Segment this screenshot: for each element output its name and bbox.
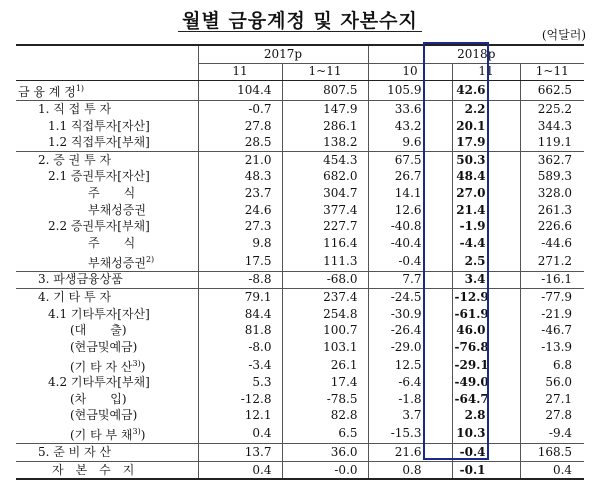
cell-value: 56.0 [520,375,584,392]
cell-value: -40.4 [368,235,452,252]
cell-value: 9.6 [368,134,452,151]
cell-value: 0.4 [520,461,584,479]
cell-value: -0.1 [452,461,520,479]
table-row [16,408,584,425]
cell-value: 104.4 [198,81,282,101]
row-label: 주 식 [88,235,136,250]
cell-value: 50.3 [452,151,520,168]
cell-value: 9.8 [198,235,282,252]
cell-value: 27.8 [520,408,584,425]
cell-value: 6.5 [282,424,368,444]
cell-value: 225.2 [520,101,584,118]
cell-value: -12.9 [452,289,520,306]
cell-value: 7.7 [368,271,452,289]
header-col: 1~11 [520,63,584,81]
table-row [16,322,584,339]
row-label: 주 식 [88,185,136,200]
row-label: 5. 준 비 자 산 [16,444,198,462]
cell-value: 254.8 [282,306,368,323]
cell-value: 23.7 [198,185,282,202]
cell-value: 28.5 [198,134,282,151]
cell-value: 42.6 [452,81,520,101]
cell-value: 13.7 [198,444,282,462]
table-row [16,185,584,202]
row-label: 2. 증 권 투 자 [38,152,112,167]
row-label: (차 입) [70,391,127,406]
cell-value: -15.3 [368,424,452,444]
table-row [16,235,584,252]
cell-value: 589.3 [520,169,584,186]
row-label: 금 융 계 정$^{1)}$ [16,81,198,101]
cell-value: 21.4 [452,202,520,219]
cell-value: 119.1 [520,134,584,151]
page-title: 월별 금융계정 및 자본수지 [182,10,418,32]
table-row [16,356,584,375]
table-row [16,202,584,219]
table-row [16,101,584,118]
cell-value: -6.4 [368,375,452,392]
cell-value: -76.8 [452,339,520,356]
header-year-2017: 2017p [198,45,368,63]
cell-value: 0.8 [368,461,452,479]
row-label: 2.2 증권투자[부채] [48,219,150,234]
table-row [16,252,584,272]
cell-value: 147.9 [282,101,368,118]
cell-value: -64.7 [452,391,520,408]
cell-value: 33.6 [368,101,452,118]
row-label: 부채성증권$^{2)}$ [16,252,198,272]
cell-value: -0.0 [282,461,368,479]
cell-value: 2.5 [452,252,520,272]
cell-value: 5.3 [198,375,282,392]
cell-value: 24.6 [198,202,282,219]
cell-value: 10.3 [452,424,520,444]
cell-value: -49.0 [452,375,520,392]
table-row [16,118,584,135]
row-label: (현금및예금) [70,408,138,423]
cell-value: -4.4 [452,235,520,252]
header-col: 11 [198,63,282,81]
cell-value: 138.2 [282,134,368,151]
cell-value: 3.7 [368,408,452,425]
cell-value: 6.8 [520,356,584,375]
cell-value: 26.7 [368,169,452,186]
cell-value: -0.7 [198,101,282,118]
cell-value: 227.7 [282,218,368,235]
cell-value: 81.8 [198,322,282,339]
cell-value: -68.0 [282,271,368,289]
cell-value: 12.1 [198,408,282,425]
cell-value: -61.9 [452,306,520,323]
cell-value: -29.1 [452,356,520,375]
table-row [16,375,584,392]
cell-value: 116.4 [282,235,368,252]
cell-value: 226.6 [520,218,584,235]
cell-value: 261.3 [520,202,584,219]
cell-value: -3.4 [198,356,282,375]
cell-value: 344.3 [520,118,584,135]
cell-value: 17.5 [198,252,282,272]
cell-value: 27.1 [520,391,584,408]
cell-value: 237.4 [282,289,368,306]
row-label: 1. 직 접 투 자 [38,101,112,116]
row-label: (현금및예금) [70,339,138,354]
table-row [16,218,584,235]
cell-value: -16.1 [520,271,584,289]
title-underline [178,31,422,32]
cell-value: -21.9 [520,306,584,323]
cell-value: -44.6 [520,235,584,252]
row-label: 자 본 수 지 [16,461,198,479]
cell-value: -40.8 [368,218,452,235]
cell-value: 43.2 [368,118,452,135]
cell-value: -46.7 [520,322,584,339]
cell-value: 48.4 [452,169,520,186]
table-row [16,461,584,479]
cell-value: 82.8 [282,408,368,425]
cell-value: 0.4 [198,424,282,444]
cell-value: 26.1 [282,356,368,375]
cell-value: -12.8 [198,391,282,408]
table-row [16,169,584,186]
cell-value: 100.7 [282,322,368,339]
cell-value: -29.0 [368,339,452,356]
cell-value: -77.9 [520,289,584,306]
header-col: 10 [368,63,452,81]
cell-value: 454.3 [282,151,368,168]
cell-value: -8.8 [198,271,282,289]
table-row [16,134,584,151]
cell-value: -1.9 [452,218,520,235]
cell-value: -78.5 [282,391,368,408]
cell-value: 27.8 [198,118,282,135]
cell-value: 682.0 [282,169,368,186]
cell-value: 168.5 [520,444,584,462]
cell-value: 21.0 [198,151,282,168]
table-row [16,306,584,323]
cell-value: 21.6 [368,444,452,462]
cell-value: -26.4 [368,322,452,339]
unit-label: (억달러) [541,28,586,42]
cell-value: -0.4 [368,252,452,272]
cell-value: 27.3 [198,218,282,235]
table-row [16,391,584,408]
cell-value: 2.8 [452,408,520,425]
row-label: 4.1 기타투자[자산] [48,306,150,321]
row-label: (대 출) [70,323,127,338]
cell-value: 14.1 [368,185,452,202]
row-label: 1.1 직접투자[자산] [48,118,150,133]
row-label: 2.1 증권투자[자산] [48,169,150,184]
cell-value: 79.1 [198,289,282,306]
table-row [16,444,584,462]
header-blank [16,45,198,81]
cell-value: 271.2 [520,252,584,272]
cell-value: -8.0 [198,339,282,356]
cell-value: -13.9 [520,339,584,356]
table-row [16,271,584,289]
row-label: 부채성증권 [88,202,146,217]
cell-value: 286.1 [282,118,368,135]
cell-value: 48.3 [198,169,282,186]
cell-value: 662.5 [520,81,584,101]
cell-value: 27.0 [452,185,520,202]
cell-value: 36.0 [282,444,368,462]
header-col: 1~11 [282,63,368,81]
row-label: 3. 파생금융상품 [16,271,198,289]
cell-value: 111.3 [282,252,368,272]
cell-value: 46.0 [452,322,520,339]
table-row [16,289,584,306]
header-row-years [16,45,584,63]
cell-value: 0.4 [198,461,282,479]
row-label: (기 타 자 산$^{3)}$) [70,358,146,374]
header-col: 11 [452,63,520,81]
cell-value: 67.5 [368,151,452,168]
cell-value: -0.4 [452,444,520,462]
financial-account-table [16,44,584,480]
table-row [16,81,584,101]
cell-value: 2.2 [452,101,520,118]
cell-value: 12.6 [368,202,452,219]
cell-value: 12.5 [368,356,452,375]
row-label: 1.2 직접투자[부채] [16,134,198,151]
cell-value: 17.4 [282,375,368,392]
cell-value: -9.4 [520,424,584,444]
cell-value: 807.5 [282,81,368,101]
table-row [16,339,584,356]
cell-value: 3.4 [452,271,520,289]
cell-value: 362.7 [520,151,584,168]
row-label: (기 타 부 채$^{3)}$) [16,424,198,444]
table-row [16,424,584,444]
row-label: 4.2 기타투자[부채] [48,375,150,390]
cell-value: -1.8 [368,391,452,408]
cell-value: -24.5 [368,289,452,306]
cell-value: 20.1 [452,118,520,135]
cell-value: 103.1 [282,339,368,356]
cell-value: 105.9 [368,81,452,101]
cell-value: 328.0 [520,185,584,202]
cell-value: 17.9 [452,134,520,151]
cell-value: -30.9 [368,306,452,323]
row-label: 4. 기 타 투 자 [38,289,112,304]
cell-value: 377.4 [282,202,368,219]
header-year-2018: 2018p [368,45,584,63]
cell-value: 84.4 [198,306,282,323]
cell-value: 304.7 [282,185,368,202]
table-row [16,151,584,168]
